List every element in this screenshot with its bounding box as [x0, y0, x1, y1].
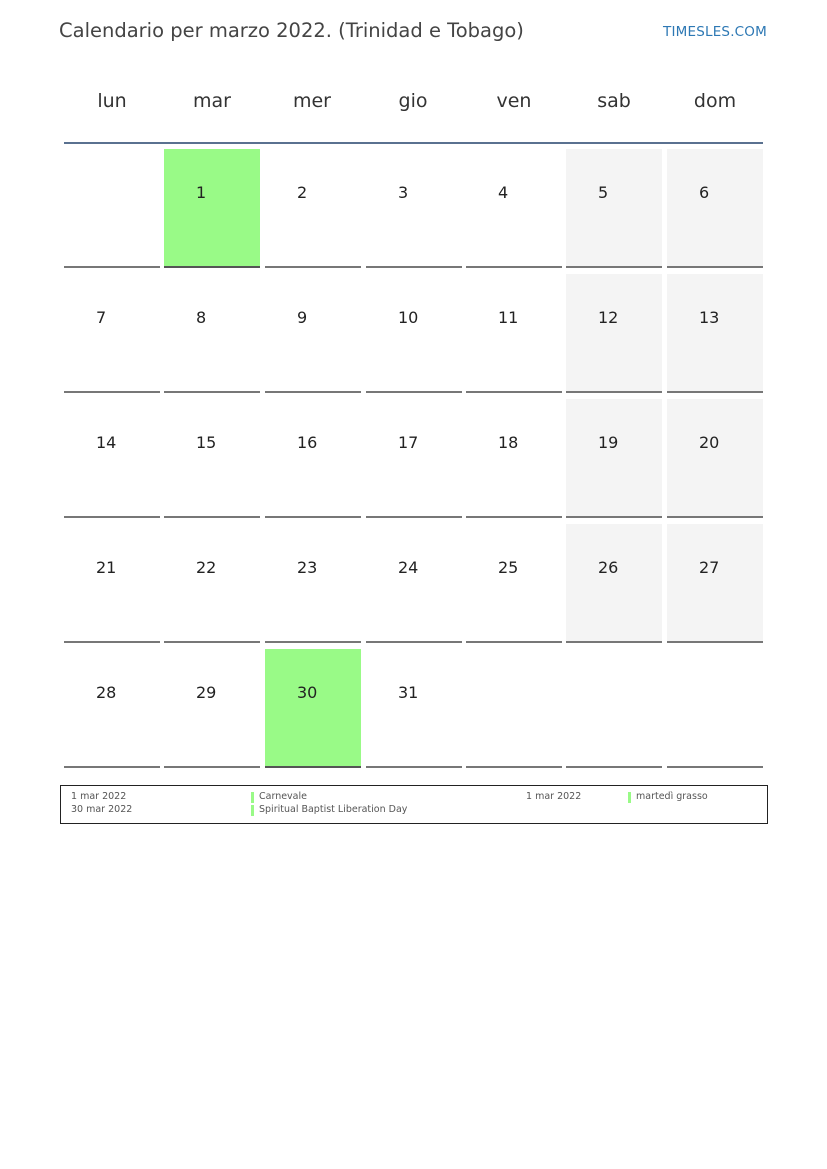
legend-date-baptist-day: 30 mar 2022: [71, 804, 133, 815]
day-number: 2: [297, 183, 308, 202]
day-cell[interactable]: [366, 524, 462, 643]
holiday-legend: [60, 785, 768, 824]
day-cell[interactable]: [265, 399, 361, 518]
day-cell[interactable]: [466, 274, 562, 393]
day-cell[interactable]: [164, 524, 260, 643]
weekday-fri: ven: [496, 90, 532, 112]
day-number: 19: [598, 433, 619, 452]
day-cell[interactable]: [164, 649, 260, 768]
day-number: 12: [598, 308, 619, 327]
day-number: 7: [96, 308, 107, 327]
day-number: 10: [398, 308, 419, 327]
day-cell[interactable]: [265, 274, 361, 393]
weekday-wed: mer: [292, 90, 331, 112]
weekday-sun: dom: [693, 90, 737, 112]
legend-color-swatch: [628, 792, 631, 803]
legend-name-martedi-grasso: martedì grasso: [636, 791, 708, 802]
empty-day-cell: [566, 649, 662, 768]
day-number: 1: [196, 183, 207, 202]
weekday-header-row: [62, 90, 765, 120]
day-number: 24: [398, 558, 419, 577]
day-number: 28: [96, 683, 117, 702]
legend-color-swatch: [251, 792, 254, 803]
weekend-day-cell[interactable]: [667, 399, 763, 518]
day-number: 15: [196, 433, 217, 452]
weekend-day-cell[interactable]: [566, 524, 662, 643]
weekend-day-cell[interactable]: [667, 274, 763, 393]
calendar-grid: [64, 149, 764, 774]
day-number: 25: [498, 558, 519, 577]
day-number: 27: [699, 558, 720, 577]
weekend-day-cell[interactable]: [566, 274, 662, 393]
weekday-mon: lun: [97, 90, 127, 112]
header-divider: [64, 142, 763, 144]
day-cell[interactable]: [164, 274, 260, 393]
page-title: Calendario per marzo 2022. (Trinidad e Tobago): [59, 19, 524, 42]
day-number: 26: [598, 558, 619, 577]
day-number: 6: [699, 183, 710, 202]
day-number: 21: [96, 558, 117, 577]
day-cell[interactable]: [466, 399, 562, 518]
day-number: 13: [699, 308, 720, 327]
day-number: 31: [398, 683, 419, 702]
day-number: 4: [498, 183, 509, 202]
day-cell[interactable]: [64, 274, 160, 393]
day-cell[interactable]: [265, 524, 361, 643]
empty-day-cell: [667, 649, 763, 768]
weekend-day-cell[interactable]: [667, 149, 763, 268]
weekday-thu: gio: [398, 90, 428, 112]
day-cell[interactable]: [64, 649, 160, 768]
holiday-day-cell[interactable]: [164, 149, 260, 268]
empty-day-cell: [466, 649, 562, 768]
day-number: 29: [196, 683, 217, 702]
brand-logo[interactable]: TIMESLES.COM: [663, 24, 767, 40]
day-number: 17: [398, 433, 419, 452]
empty-day-cell: [64, 149, 160, 268]
legend-color-swatch: [251, 805, 254, 816]
day-number: 16: [297, 433, 318, 452]
legend-date-carnevale: 1 mar 2022: [71, 791, 127, 802]
legend-date-martedi-grasso: 1 mar 2022: [526, 791, 582, 802]
day-cell[interactable]: [366, 149, 462, 268]
day-number: 9: [297, 308, 308, 327]
weekday-tue: mar: [193, 90, 231, 112]
day-number: 11: [498, 308, 519, 327]
day-number: 22: [196, 558, 217, 577]
holiday-day-cell[interactable]: [265, 649, 361, 768]
day-number: 3: [398, 183, 409, 202]
day-number: 23: [297, 558, 318, 577]
day-cell[interactable]: [164, 399, 260, 518]
legend-name-baptist-day: Spiritual Baptist Liberation Day: [259, 804, 408, 815]
day-cell[interactable]: [64, 399, 160, 518]
weekend-day-cell[interactable]: [566, 399, 662, 518]
day-number: 8: [196, 308, 207, 327]
day-number: 14: [96, 433, 117, 452]
day-number: 5: [598, 183, 609, 202]
day-number: 30: [297, 683, 318, 702]
weekend-day-cell[interactable]: [667, 524, 763, 643]
day-number: 20: [699, 433, 720, 452]
legend-name-carnevale: Carnevale: [259, 791, 307, 802]
day-cell[interactable]: [366, 274, 462, 393]
day-number: 18: [498, 433, 519, 452]
day-cell[interactable]: [366, 399, 462, 518]
weekday-sat: sab: [597, 90, 631, 112]
day-cell[interactable]: [466, 524, 562, 643]
day-cell[interactable]: [366, 649, 462, 768]
day-cell[interactable]: [466, 149, 562, 268]
day-cell[interactable]: [64, 524, 160, 643]
weekend-day-cell[interactable]: [566, 149, 662, 268]
day-cell[interactable]: [265, 149, 361, 268]
